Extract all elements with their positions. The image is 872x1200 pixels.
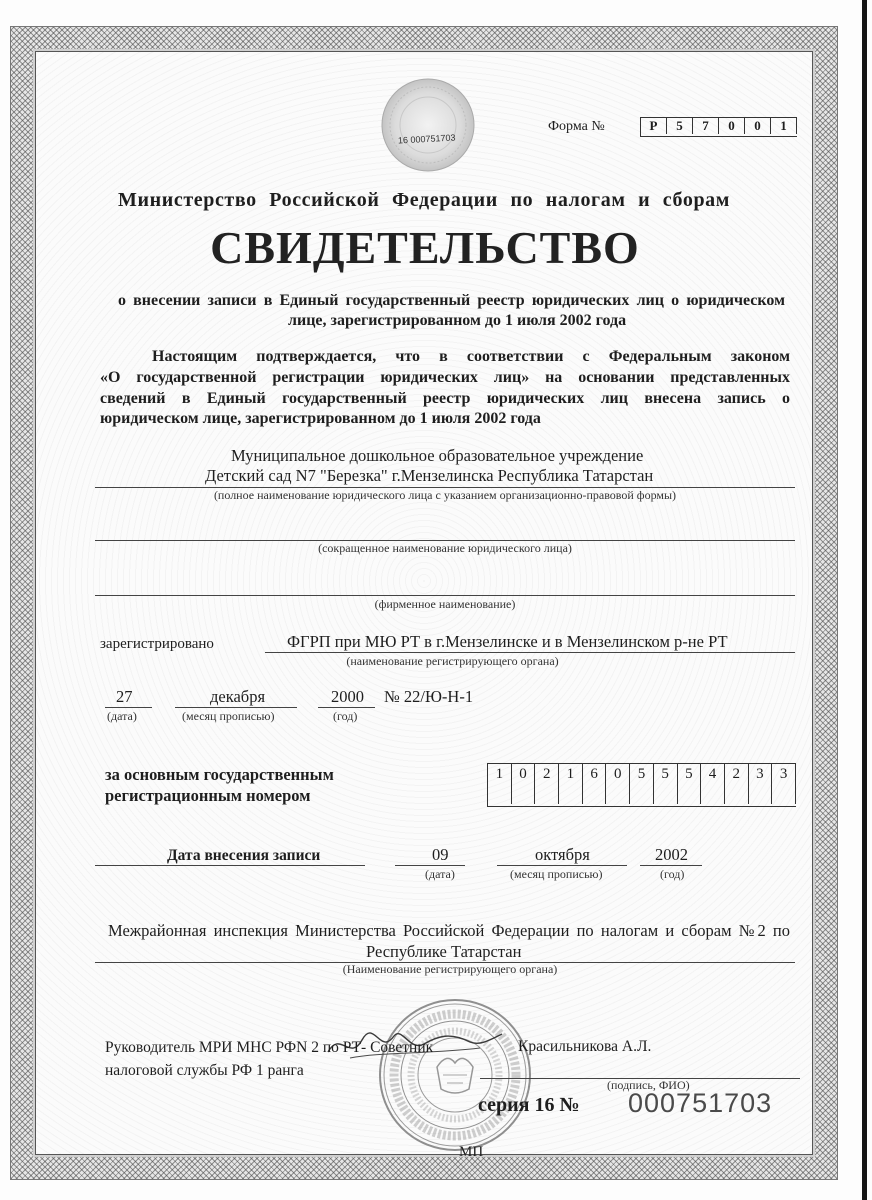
trade-name-caption: (фирменное наименование) [374,597,516,611]
ogrn-digit: 1 [488,764,512,804]
full-name-caption: (полное наименование юридического лица с указанием организационно-правовой формы) [213,488,677,502]
form-code-cell: 5 [667,118,693,134]
registering-authority: ФГРП при МЮ РТ в г.Мензелинске и в Мензелинском р-не РТ [287,632,728,651]
series-label: серия 16 № [478,1094,580,1116]
month-underline [175,707,297,708]
inspection-caption: (Наименование регистрирующего органа) [342,962,558,976]
official-seal [377,997,533,1153]
stamp-place-label: МП [459,1144,484,1160]
inspection-name-line-2: Республике Татарстан [366,942,522,961]
statement-line-1: Настоящим подтверждается, что в соответствии с Федеральным законом [152,348,790,365]
registration-number: № 22/Ю-Н-1 [384,687,474,706]
hologram-seal [380,77,476,173]
entry-month-underline [497,865,627,866]
ogrn-boxes [487,763,796,807]
registered-label: зарегистрировано [100,636,214,652]
year-underline [318,707,375,708]
entry-year: 2002 [655,845,688,864]
ogrn-digit: 3 [772,764,796,804]
authority-underline [265,652,795,653]
ogrn-digit: 4 [701,764,725,804]
form-code-cell: 7 [693,118,719,134]
form-code-cell: 0 [745,118,771,134]
form-code-cell: Р [641,118,667,134]
signature-caption: (подпись, ФИО) [607,1078,690,1092]
entry-year-underline [640,865,702,866]
entry-date-label: Дата внесения записи [167,847,321,864]
year-caption: (год) [333,709,358,723]
ogrn-digit: 5 [678,764,702,804]
entry-month-caption: (месяц прописью) [510,867,603,881]
month-caption: (месяц прописью) [182,709,275,723]
form-code-cell: 1 [771,118,797,134]
statement-line-4: юридическом лице, зарегистрированном до 1 июля 2002 года [100,410,541,427]
entity-full-name-line-2: Детский сад N7 "Березка" г.Мензелинска Республика Татарстан [205,466,654,485]
ogrn-digit: 6 [583,764,607,804]
form-code-boxes [640,117,797,137]
document-title: СВИДЕТЕЛЬСТВО [210,222,640,273]
ogrn-digit: 0 [512,764,536,804]
short-name-caption: (сокращенное наименование юридического лица) [318,541,572,555]
ogrn-label-line-1: за основным государственным [105,765,334,784]
series-number: 000751703 [628,1088,773,1118]
entry-day: 09 [432,845,449,864]
day-caption: (дата) [107,709,137,723]
subtitle-line-2: лице, зарегистрированном до 1 июля 2002 года [288,312,627,329]
statement-line-3: сведений в Единый государственный реестр юридических лиц внесена запись о [100,390,790,407]
ogrn-digit: 5 [630,764,654,804]
hologram-number: 16 000751703 [397,132,456,146]
day-underline [105,707,152,708]
ogrn-digit: 2 [535,764,559,804]
registration-day: 27 [116,687,133,706]
trade-name-underline [95,595,795,596]
statement-line-2: «О государственной регистрации юридических лиц» на основании представленных [100,369,790,386]
form-code-cell: 0 [719,118,745,134]
signatory-position-line-1: Руководитель МРИ МНС РФN 2 по РТ- Советник [105,1039,434,1056]
signatory-name: Красильникова А.Л. [518,1038,652,1055]
ogrn-digit: 0 [606,764,630,804]
ogrn-digit: 2 [725,764,749,804]
entity-full-name-line-1: Муниципальное дошкольное образовательное учреждение [231,446,644,465]
registration-month: декабря [210,687,266,706]
signatory-position-line-2: налоговой службы РФ 1 ранга [105,1062,304,1079]
authority-caption: (наименование регистрирующего органа) [346,654,559,668]
ogrn-digit: 3 [749,764,773,804]
form-label: Форма № [548,119,605,134]
entry-month: октября [535,845,590,864]
entry-day-underline [395,865,465,866]
entry-label-underline [95,865,365,866]
scan-edge [862,0,867,1200]
ogrn-digit: 1 [559,764,583,804]
ogrn-digit: 5 [654,764,678,804]
inspection-name-line-1: Межрайонная инспекция Министерства Российской Федерации по налогам и сборам №2 по [108,921,790,940]
registration-year: 2000 [331,687,364,706]
entry-day-caption: (дата) [425,867,455,881]
entry-year-caption: (год) [660,867,685,881]
ministry-name: Министерство Российской Федерации по налогам и сборам [118,189,730,211]
ogrn-label-line-2: регистрационным номером [105,786,311,805]
subtitle-line-1: о внесении записи в Единый государственный реестр юридических лиц о юридическом [118,292,785,309]
